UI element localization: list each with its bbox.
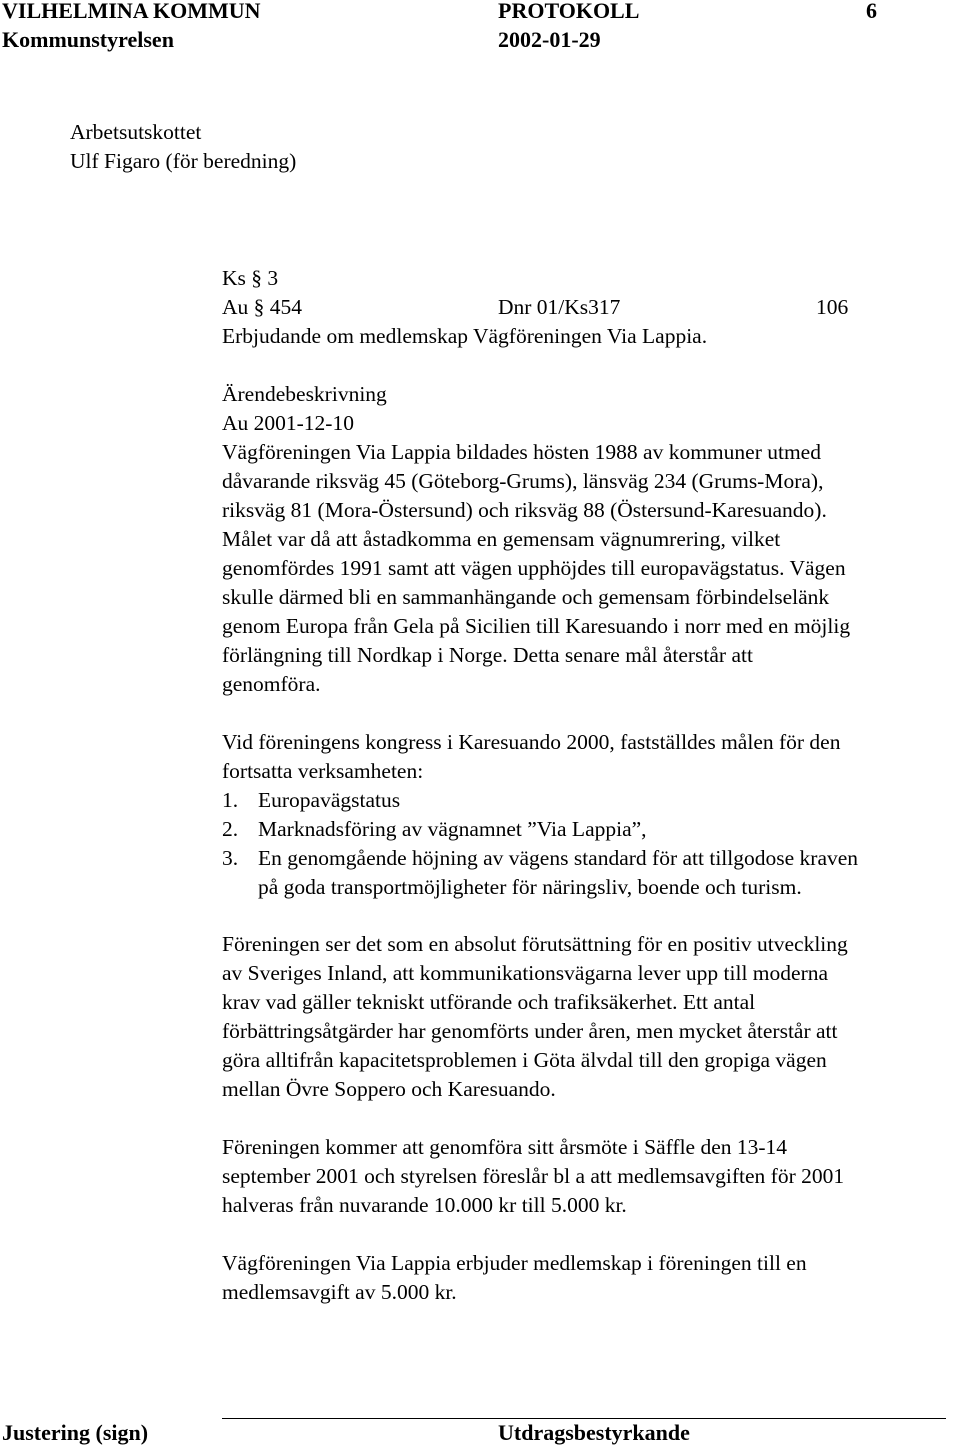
text-line: genomfördes 1991 samt att vägen upphöjdes till europavägstatus. Vägen <box>222 556 846 580</box>
text-line: Målet var då att åstadkomma en gemensam vägnumrering, vilket <box>222 527 781 551</box>
list-number: 3. <box>222 846 239 870</box>
list-number: 1. <box>222 788 239 812</box>
list-item <box>222 786 958 815</box>
text-line: av Sveriges Inland, att kommunikationsvägarna lever upp till moderna <box>222 961 829 985</box>
paragraph-offer <box>222 1249 958 1307</box>
page-number: 6 <box>866 0 877 23</box>
paragraph-description <box>222 438 958 699</box>
text-line: skulle därmed bli en sammanhängande och gemensam förbindelselänk <box>222 585 830 609</box>
text-line: En genomgående höjning av vägens standard för att tillgodose kraven <box>258 846 859 870</box>
doc-type: PROTOKOLL <box>498 0 640 23</box>
paragraph-needs <box>222 930 958 1104</box>
signature-line <box>222 1418 946 1419</box>
list-text: Europavägstatus <box>258 788 401 812</box>
case-number: 106 <box>816 295 849 319</box>
meeting-date: 2002-01-29 <box>498 27 601 52</box>
text-line: krav vad gäller tekniskt utförande och trafiksäkerhet. Ett antal <box>222 990 756 1014</box>
list-item <box>222 844 958 902</box>
dnr: Dnr 01/Ks317 <box>498 295 621 319</box>
au-date: Au 2001-12-10 <box>222 411 354 435</box>
list-number: 2. <box>222 817 239 841</box>
justering-label: Justering (sign) <box>2 1420 149 1445</box>
text-line: förbättringsåtgärder har genomförts under åren, men mycket återstår att <box>222 1019 838 1043</box>
text-line: genom Europa från Gela på Sicilien till Karesuando i norr med en möjlig <box>222 614 851 638</box>
au-paragraph: Au § 454 <box>222 295 303 319</box>
section-heading: Ärendebeskrivning <box>222 382 387 406</box>
text-line: Föreningen kommer att genomföra sitt årsmöte i Säffle den 13-14 <box>222 1135 788 1159</box>
text-line: Vid föreningens kongress i Karesuando 2000, fastställdes målen för den <box>222 730 841 754</box>
text-line: Vägföreningen Via Lappia erbjuder medlemskap i föreningen till en <box>222 1251 807 1275</box>
text-line: september 2001 och styrelsen föreslår bl a att medlemsavgiften för 2001 <box>222 1164 845 1188</box>
text-line: genomföra. <box>222 672 321 696</box>
recipient-2: Ulf Figaro (för beredning) <box>70 149 297 173</box>
list-text <box>258 844 858 902</box>
text-line: dåvarande riksväg 45 (Göteborg-Grums), länsväg 234 (Grums-Mora), <box>222 469 824 493</box>
ks-paragraph: Ks § 3 <box>222 266 279 290</box>
list-item <box>222 815 958 844</box>
text-line: Föreningen ser det som en absolut förutsättning för en positiv utveckling <box>222 932 848 956</box>
org-name: VILHELMINA KOMMUN <box>2 0 261 23</box>
text-line: på goda transportmöjligheter för näringsliv, boende och turism. <box>258 875 802 899</box>
text-line: mellan Övre Soppero och Karesuando. <box>222 1077 556 1101</box>
case-title: Erbjudande om medlemskap Vägföreningen Via Lappia. <box>222 324 708 348</box>
paragraph-goals <box>222 728 958 902</box>
recipient-1: Arbetsutskottet <box>70 120 202 144</box>
text-line: halveras från nuvarande 10.000 kr till 5.000 kr. <box>222 1193 627 1217</box>
utdrag-label: Utdragsbestyrkande <box>498 1420 690 1445</box>
text-line: medlemsavgift av 5.000 kr. <box>222 1280 457 1304</box>
paragraph-annual-meeting <box>222 1133 958 1220</box>
committee-name: Kommunstyrelsen <box>2 27 174 52</box>
text-line: riksväg 81 (Mora-Östersund) och riksväg 88 (Östersund-Karesuando). <box>222 498 827 522</box>
list-text: Marknadsföring av vägnamnet ”Via Lappia”, <box>258 817 647 841</box>
text-line: göra alltifrån kapacitetsproblemen i Göta älvdal till den gropiga vägen <box>222 1048 827 1072</box>
text-line: Vägföreningen Via Lappia bildades hösten 1988 av kommuner utmed <box>222 440 821 464</box>
text-line: förlängning till Nordkap i Norge. Detta senare mål återstår att <box>222 643 753 667</box>
text-line: fortsatta verksamheten: <box>222 759 424 783</box>
